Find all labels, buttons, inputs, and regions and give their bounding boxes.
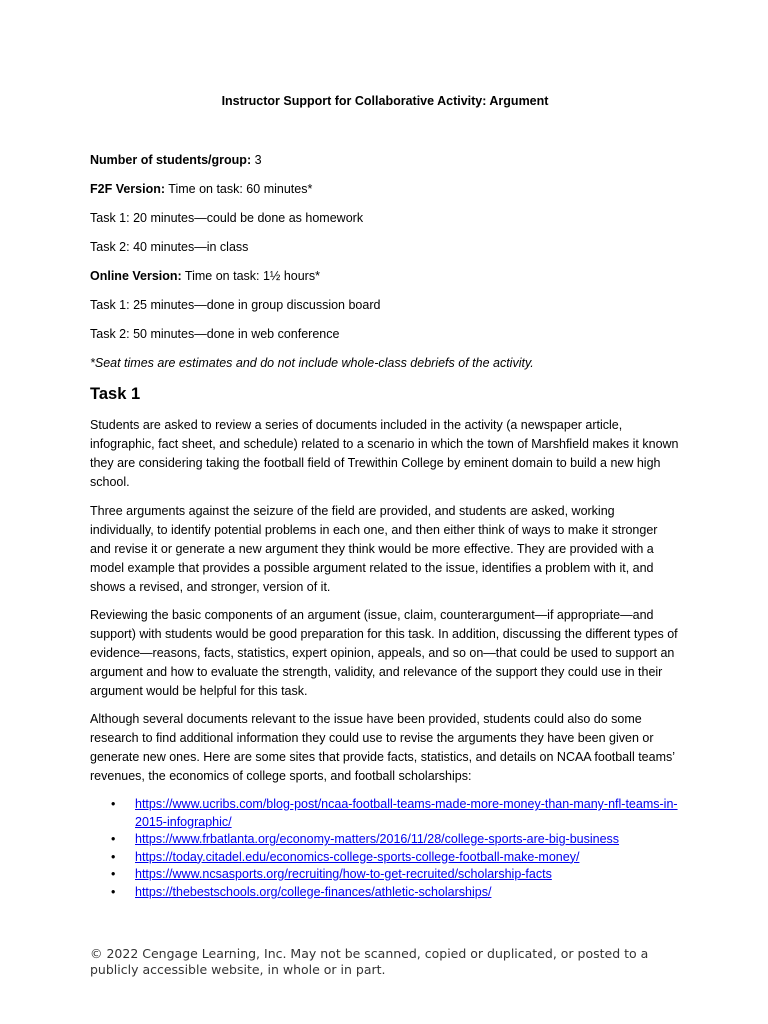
- f2f-task2: Task 2: 40 minutes—in class: [90, 240, 249, 254]
- f2f-task1: Task 1: 20 minutes—could be done as homework: [90, 211, 364, 225]
- link-ncsasports[interactable]: https://www.ncsasports.org/recruiting/how-to-get-recruited/scholarship-facts: [135, 867, 552, 881]
- bullet: •: [111, 884, 116, 899]
- resource-link-list: [90, 796, 680, 901]
- list-item: [90, 884, 680, 902]
- online-label: Online Version:: [90, 269, 182, 283]
- online-task1: Task 1: 25 minutes—done in group discussion board: [90, 298, 381, 312]
- paragraph-scenario: Students are asked to review a series of documents included in the activity (a newspaper article, infographic, fact sheet, and schedule) related to a scenario in which the town of Marshfield makes it known they are considering taking the football field of Trewithin College by eminent domain to build a new high school.: [90, 418, 679, 489]
- students-label: Number of students/group:: [90, 153, 252, 167]
- f2f-label: F2F Version:: [90, 182, 166, 196]
- bullet: •: [111, 797, 116, 811]
- list-item: [90, 866, 680, 884]
- f2f-version: [90, 181, 680, 197]
- f2f-value: Time on task: 60 minutes*: [165, 182, 313, 196]
- seat-time-note: *Seat times are estimates and do not include whole-class debriefs of the activity.: [90, 356, 534, 370]
- paragraph-components: Reviewing the basic components of an argument (issue, claim, counterargument—if appropriate—and support) with students would be good preparation for this task. In addition, discussing the different types of evidence—reasons, facts, statistics, expert opinion, appeals, and so on—that could be used to support an argument and how to evaluate the strength, validity, and relevance of the support they could use in their argument would be helpful for this task.: [90, 608, 678, 698]
- copyright-footer: © 2022 Cengage Learning, Inc. May not be scanned, copied or duplicated, or posted to a publicly accessible website, in whole or in part.: [90, 946, 649, 977]
- paragraph-arguments: Three arguments against the seizure of the field are provided, and students are asked, working individually, to identify potential problems in each one, and then either think of ways to make it stronger and revise it or generate a new argument they think would be more effective. They are provided with a model example that provides a possible argument related to the issue, identifies a problem with it, and shows a revised, and stronger, version of it.: [90, 504, 658, 594]
- paragraph-research: Although several documents relevant to the issue have been provided, students could also do some research to find additional information they could use to revise the arguments they have been given or generate new ones. Here are some sites that provide facts, statistics, and details on NCAA football teams’ revenues, the economics of college sports, and football scholarships:: [90, 712, 675, 783]
- link-ucribs[interactable]: https://www.ucribs.com/blog-post/ncaa-football-teams-made-more-money-than-many-nfl-teams-in-2015-infographic/: [135, 797, 678, 829]
- list-item: [90, 831, 680, 849]
- online-version: [90, 268, 680, 284]
- link-citadel[interactable]: https://today.citadel.edu/economics-college-sports-college-football-make-money/: [135, 849, 580, 864]
- task1-heading: Task 1: [90, 385, 141, 403]
- online-task2: Task 2: 50 minutes—done in web conference: [90, 327, 340, 341]
- page-title: Instructor Support for Collaborative Activity: Argument: [221, 94, 549, 108]
- link-thebestschools[interactable]: https://thebestschools.org/college-finances/athletic-scholarships/: [135, 884, 492, 899]
- bullet: •: [111, 849, 116, 864]
- bullet: •: [111, 867, 116, 881]
- list-item: [90, 849, 680, 867]
- list-item: [90, 796, 680, 831]
- students-value: 3: [251, 153, 262, 167]
- online-value: Time on task: 1½ hours*: [181, 269, 320, 283]
- students-per-group: [90, 152, 680, 168]
- link-frbatlanta[interactable]: https://www.frbatlanta.org/economy-matters/2016/11/28/college-sports-are-big-business: [135, 832, 620, 846]
- bullet: •: [111, 832, 116, 846]
